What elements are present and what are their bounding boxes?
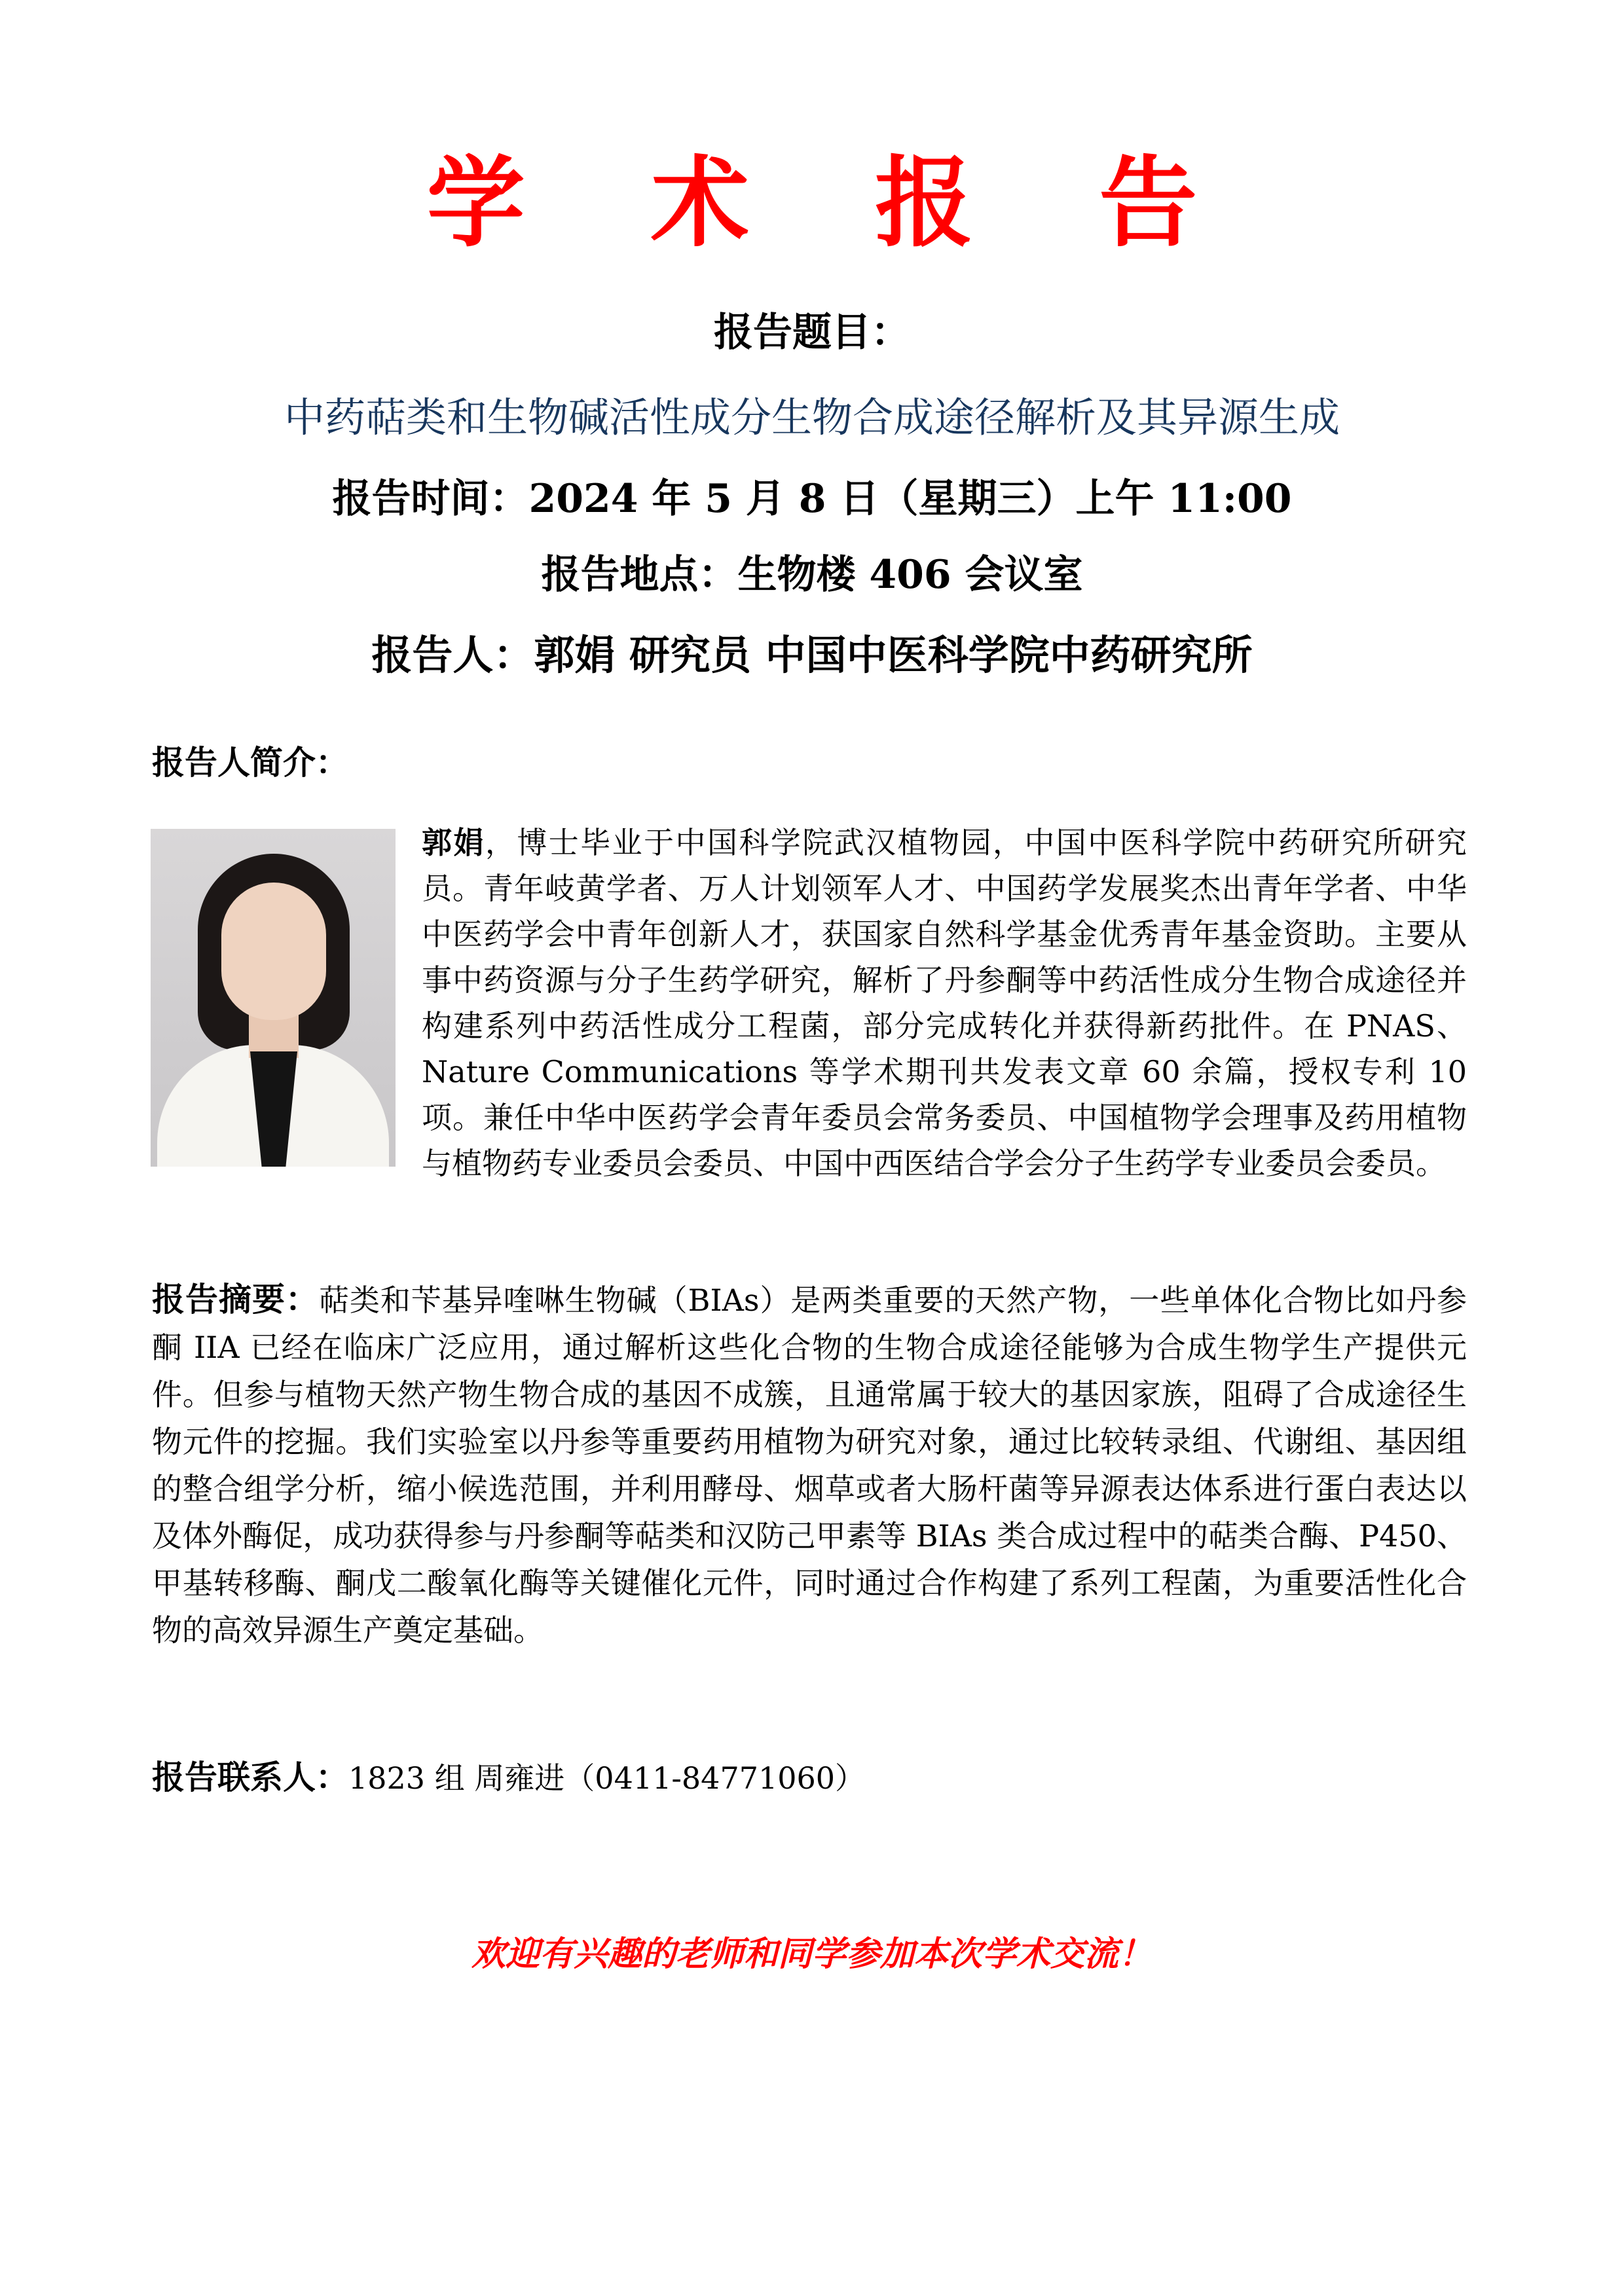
intro-heading: 报告人简介： [152,743,348,782]
abstract-heading: 报告摘要： [152,1280,319,1319]
contact-block [152,1755,1467,1802]
abstract-block [152,1277,1467,1654]
report-speaker: 报告人：郭娟 研究员 中国中医科学院中药研究所 [371,631,1253,679]
page-title: 学 术 报 告 [426,145,1244,261]
intro-text: ，博士毕业于中国科学院武汉植物园，中国中医科学院中药研究所研究员。青年岐黄学者、万人计划领军人才、中国药学发展奖杰出青年学者、中华中医药学会中青年创新人才，获国家自然科学基金优秀青年基金资助。主要从事中药资源与分子生药学研究，解析了丹参酮等中药活性成分生物合成途径并构建系列中药活性成分工程菌，部分完成转化并获得新药批件。在 PNAS、Nature Communications 等学术期刊共发表文章 60 余篇，授权专利 10 项。兼任中华中医药学会青年委员会常务委员、中国植物学会理事及药用植物与植物药专业委员会委员、中国中西医结合学会分子生药学专业委员会委员。 [422,825,1467,1181]
welcome-message: 欢迎有兴趣的老师和同学参加本次学术交流！ [471,1934,1153,1974]
contact-heading: 报告联系人： [152,1758,348,1796]
report-place: 报告地点：生物楼 406 会议室 [541,552,1083,598]
report-time: 报告时间：2024 年 5 月 8 日（星期三）上午 11:00 [332,476,1292,522]
intro-text-block [152,820,1467,1186]
contact-text: 1823 组 周雍进（0411-84771060） [348,1760,866,1796]
abstract-text: 萜类和苄基异喹啉生物碱（BIAs）是两类重要的天然产物，一些单体化合物比如丹参酮 IIA 已经在临床广泛应用，通过解析这些化合物的生物合成途径能够为合成生物学生产提供元件。但参与植物天然产物生物合成的基因不成簇，且通常属于较大的基因家族，阻碍了合成途径生物元件的挖掘。我们实验室以丹参等重要药用植物为研究对象，通过比较转录组、代谢组、基因组的整合组学分析，缩小候选范围，并利用酵母、烟草或者大肠杆菌等异源表达体系进行蛋白表达以及体外酶促，成功获得参与丹参酮等萜类和汉防己甲素等 BIAs 类合成过程中的萜类合酶、P450、甲基转移酶、酮戊二酸氧化酶等关键催化元件，同时通过合作构建了系列工程菌，为重要活性化合物的高效异源生产奠定基础。 [152,1283,1467,1648]
speaker-name: 郭娟 [422,825,485,860]
topic-title: 中药萜类和生物碱活性成分生物合成途径解析及其异源生成 [284,393,1340,441]
topic-label: 报告题目： [714,310,910,355]
